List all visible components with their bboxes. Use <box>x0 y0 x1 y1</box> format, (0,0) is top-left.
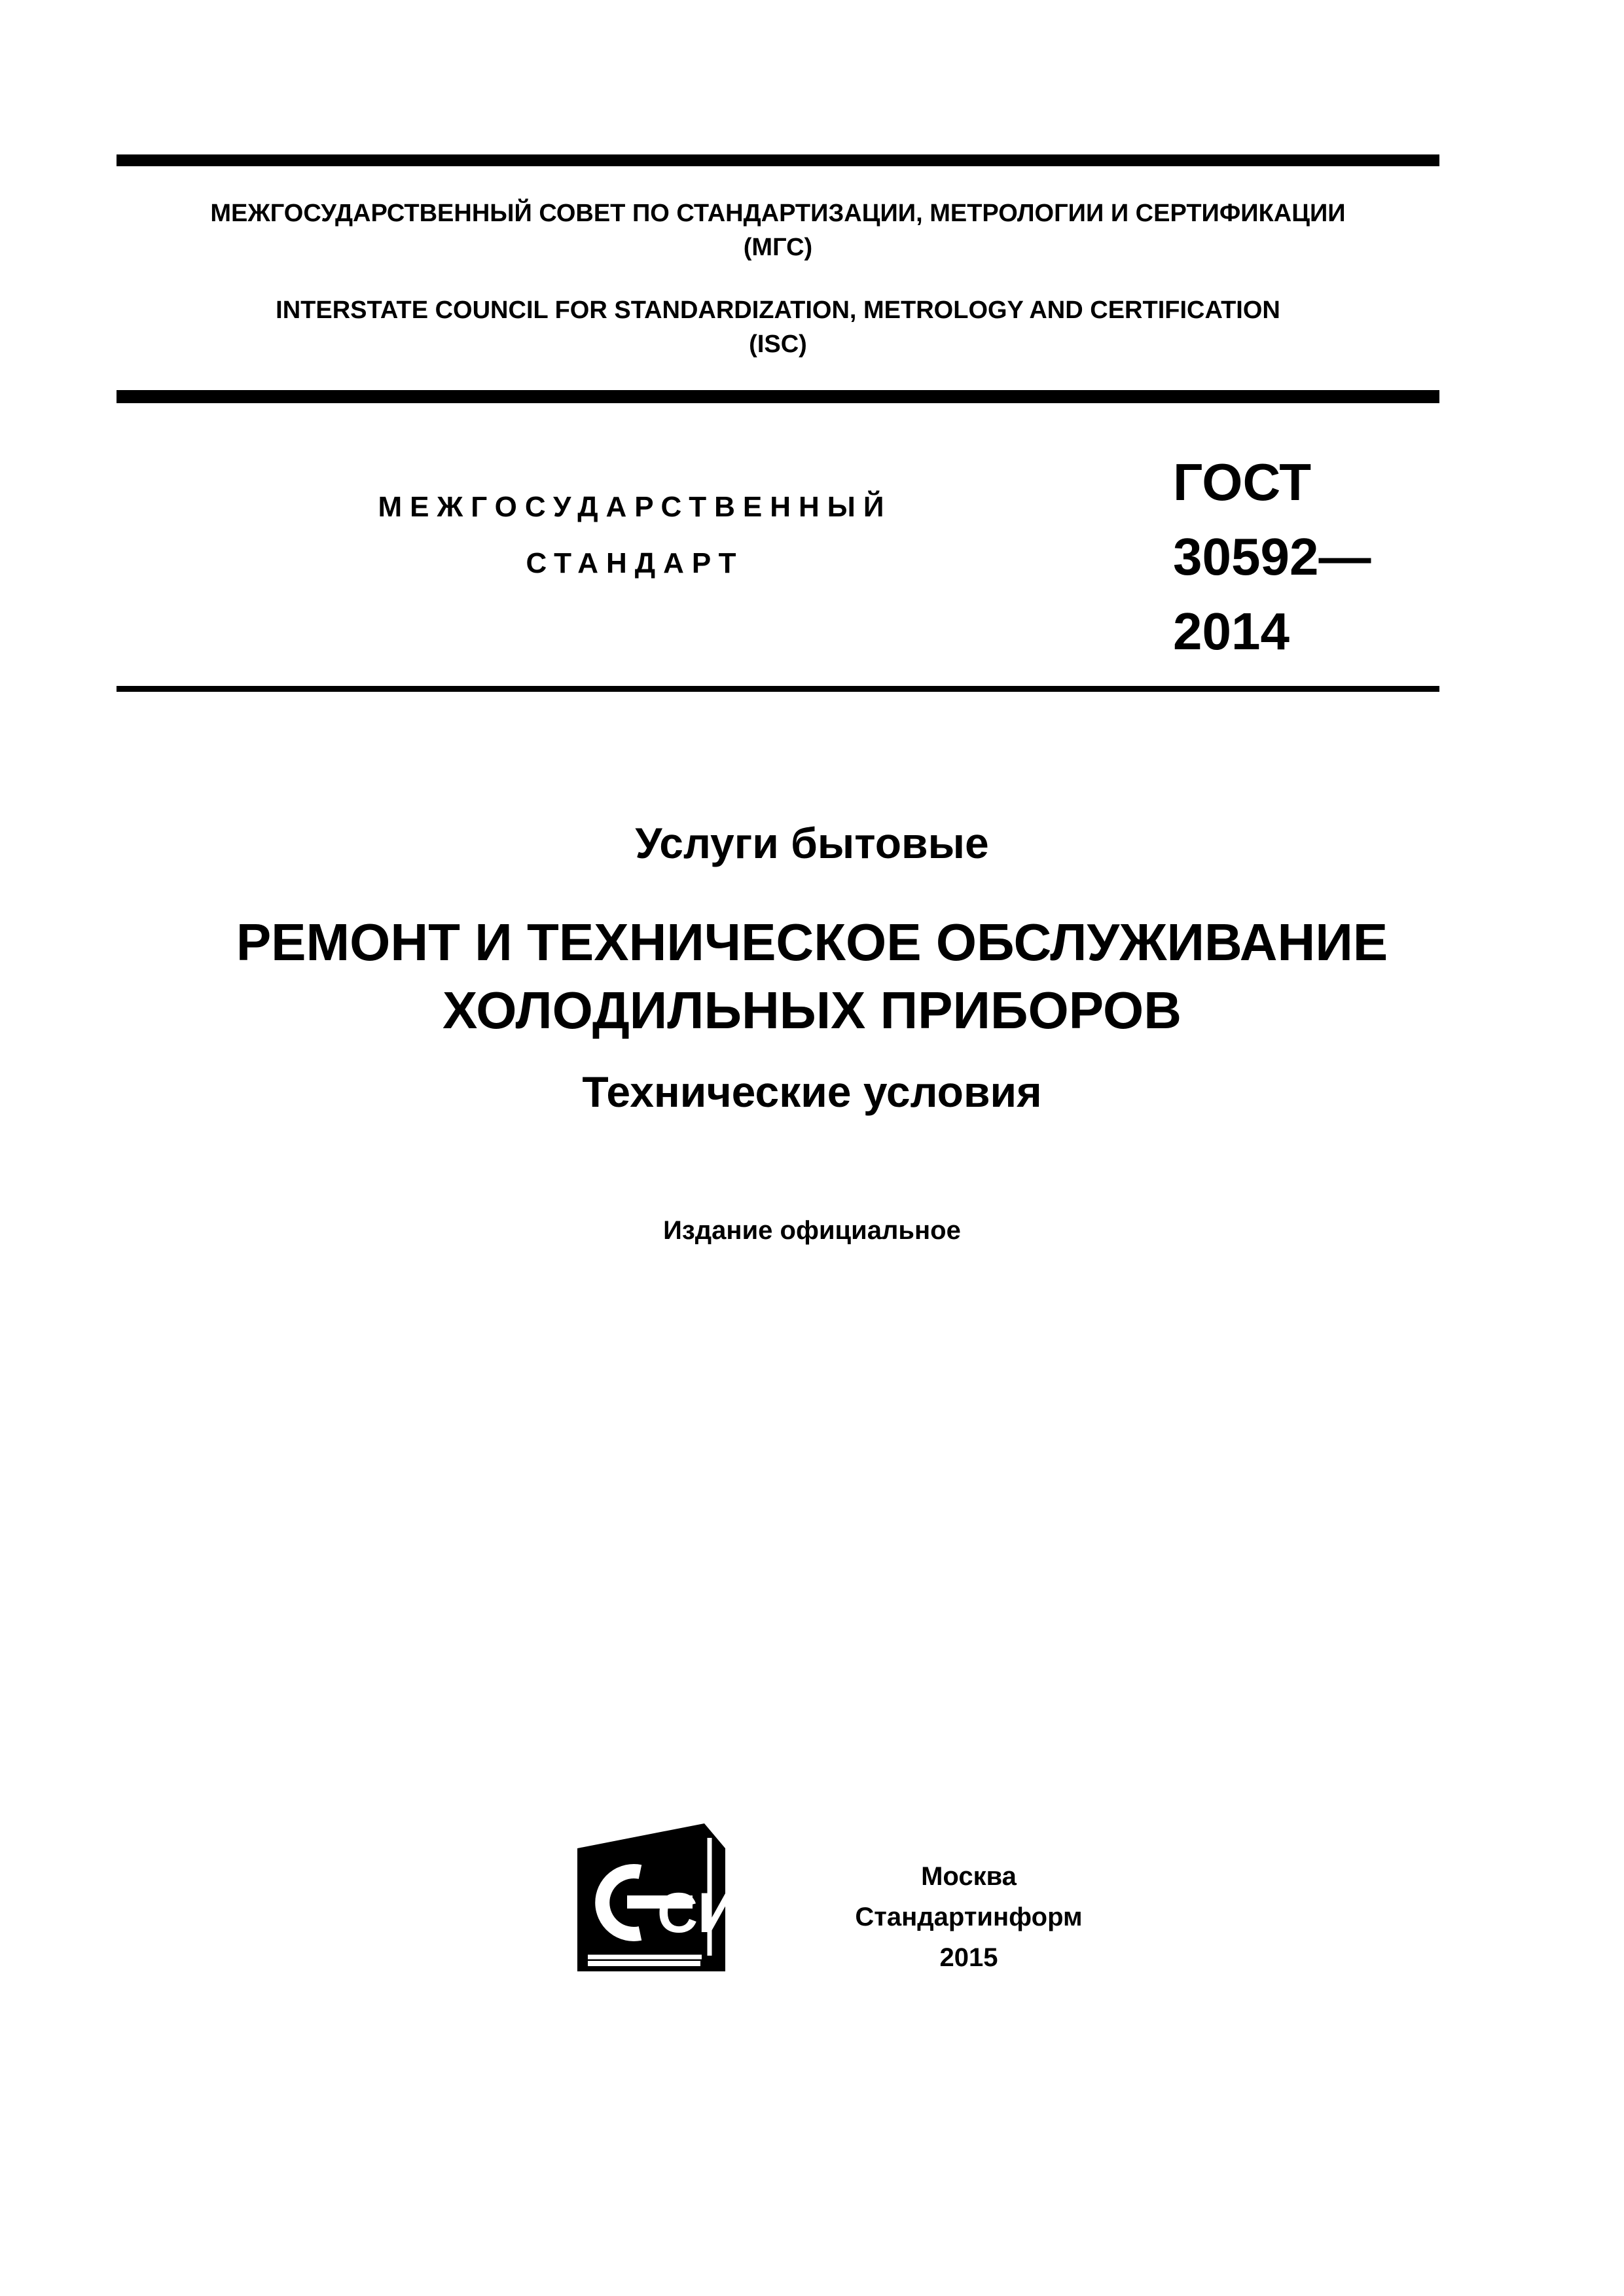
council-ru-line1: МЕЖГОСУДАРСТВЕННЫЙ СОВЕТ ПО СТАНДАРТИЗАЦИИ, МЕТРОЛОГИИ И СЕРТИФИКАЦИИ <box>210 200 1346 227</box>
document-title <box>117 908 1507 1045</box>
gost-designation <box>1173 445 1371 669</box>
document-title-line2: ХОЛОДИЛЬНЫХ ПРИБОРОВ <box>442 981 1182 1039</box>
top-rule <box>117 154 1439 166</box>
publisher-city: Москва <box>921 1862 1017 1891</box>
council-ru-abbr: (МГС) <box>743 234 813 261</box>
standartinform-logo-icon <box>576 1821 738 1973</box>
standard-kind-line2: СТАНДАРТ <box>526 547 744 579</box>
council-en-line1: INTERSTATE COUNCIL FOR STANDARDIZATION, METROLOGY AND CERTIFICATION <box>276 296 1280 324</box>
publisher-year: 2015 <box>939 1943 998 1972</box>
council-en-abbr: (ISC) <box>749 331 807 358</box>
logo-text: СИ <box>657 1882 738 1945</box>
publisher-name: Стандартинформ <box>855 1903 1083 1931</box>
document-type: Технические условия <box>582 1067 1042 1116</box>
edition-label: Издание официальное <box>663 1216 961 1245</box>
bottom-rule <box>117 686 1439 692</box>
middle-rule <box>117 390 1439 403</box>
gost-year: 2014 <box>1173 602 1290 660</box>
gost-prefix: ГОСТ <box>1173 453 1312 511</box>
document-subject: Услуги бытовые <box>635 819 989 867</box>
council-en <box>117 293 1439 361</box>
council-ru <box>117 196 1439 264</box>
gost-number: 30592— <box>1173 528 1371 586</box>
publisher-block <box>707 1856 1231 1978</box>
standard-kind-line1: МЕЖГОСУДАРСТВЕННЫЙ <box>378 491 892 523</box>
document-title-line1: РЕМОНТ И ТЕХНИЧЕСКОЕ ОБСЛУЖИВАНИЕ <box>236 913 1388 971</box>
